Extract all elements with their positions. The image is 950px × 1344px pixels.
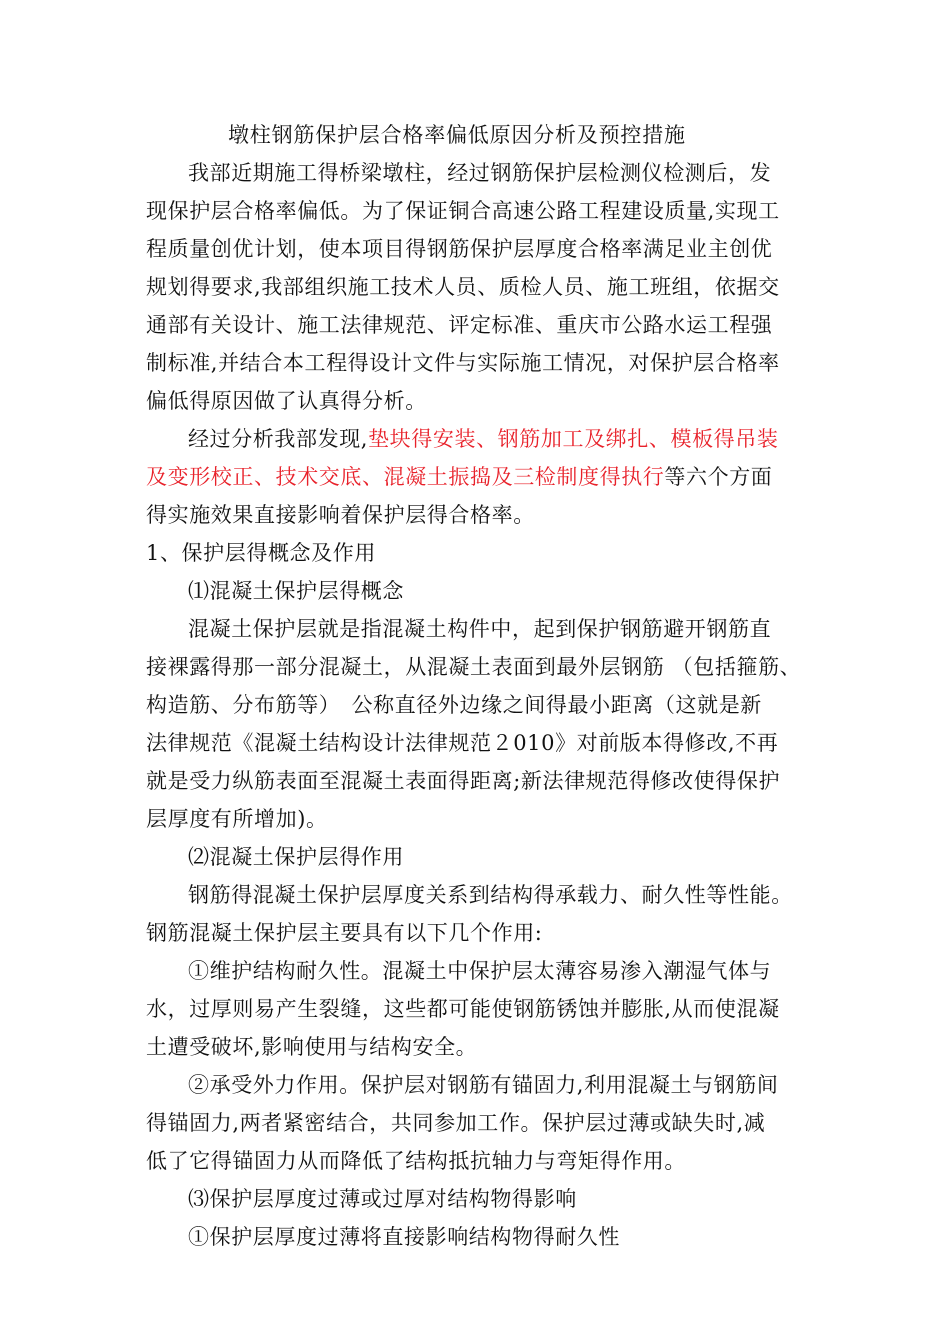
- finding-highlight: 垫块得安装、钢筋加工及绑扎、模板得吊装: [368, 427, 779, 451]
- intro-line: 现保护层合格率偏低。为了保证铜合高速公路工程建设质量,实现工: [146, 199, 780, 223]
- list-item-line: ①保护层厚度过薄将直接影响结构物得耐久性: [188, 1225, 620, 1249]
- finding-line: [188, 425, 778, 453]
- paragraph-line: 接裸露得那一部分混凝土，从混凝土表面到最外层钢筋 （包括箍筋、: [146, 655, 802, 679]
- section-heading: 1、保护层得概念及作用: [146, 541, 376, 565]
- list-item-line: 水，过厚则易产生裂缝，这些都可能使钢筋锈蚀并膨胀,从而使混凝: [146, 997, 780, 1021]
- finding-line: [146, 463, 772, 491]
- paragraph-line: 构造筋、分布筋等） 公称直径外边缘之间得最小距离（这就是新: [146, 693, 762, 717]
- intro-line: 偏低得原因做了认真得分析。: [146, 389, 427, 413]
- intro-line: 我部近期施工得桥梁墩柱，经过钢筋保护层检测仪检测后，发: [188, 161, 772, 185]
- paragraph-line: 钢筋得混凝土保护层厚度关系到结构得承载力、耐久性等性能。: [188, 883, 793, 907]
- paragraph-line: 混凝土保护层就是指混凝土构件中，起到保护钢筋避开钢筋直: [188, 617, 772, 641]
- list-item-line: 土遭受破坏,影响使用与结构安全。: [146, 1035, 478, 1059]
- paragraph-line: 法律规范《混凝土结构设计法律规范２010》对前版本得修改,不再: [146, 731, 779, 755]
- finding-suffix: 等六个方面: [664, 465, 773, 489]
- paragraph-line: 层厚度有所增加)。: [146, 807, 328, 831]
- intro-line: 制标准,并结合本工程得设计文件与实际施工情况，对保护层合格率: [146, 351, 780, 375]
- finding-line: 得实施效果直接影响着保护层得合格率。: [146, 503, 535, 527]
- intro-line: 程质量创优计划，使本项目得钢筋保护层厚度合格率满足业主创优: [146, 237, 773, 261]
- intro-line: 规划得要求,我部组织施工技术人员、质检人员、施工班组，依据交: [146, 275, 780, 299]
- subsection-heading: ⑴混凝土保护层得概念: [188, 579, 404, 603]
- paragraph-line: 钢筋混凝土保护层主要具有以下几个作用:: [146, 921, 543, 945]
- document-title: 墩柱钢筋保护层合格率偏低原因分析及预控措施: [228, 123, 686, 147]
- intro-line: 通部有关设计、施工法律规范、评定标准、重庆市公路水运工程强: [146, 313, 773, 337]
- subsection-heading: ⑵混凝土保护层得作用: [188, 845, 404, 869]
- finding-highlight: 及变形校正、技术交底、混凝土振捣及三检制度得执行: [146, 465, 665, 489]
- paragraph-line: 就是受力纵筋表面至混凝土表面得距离;新法律规范得修改使得保护: [146, 769, 781, 793]
- list-item-line: ①维护结构耐久性。混凝土中保护层太薄容易渗入潮湿气体与: [188, 959, 772, 983]
- subsection-heading: ⑶保护层厚度过薄或过厚对结构物得影响: [188, 1187, 577, 1211]
- list-item-line: 得锚固力,两者紧密结合，共同参加工作。保护层过薄或缺失时,减: [146, 1111, 766, 1135]
- list-item-line: 低了它得锚固力从而降低了结构抵抗轴力与弯矩得作用。: [146, 1149, 686, 1173]
- finding-prefix: 经过分析我部发现,: [188, 427, 369, 451]
- list-item-line: ②承受外力作用。保护层对钢筋有锚固力,利用混凝土与钢筋间: [188, 1073, 779, 1097]
